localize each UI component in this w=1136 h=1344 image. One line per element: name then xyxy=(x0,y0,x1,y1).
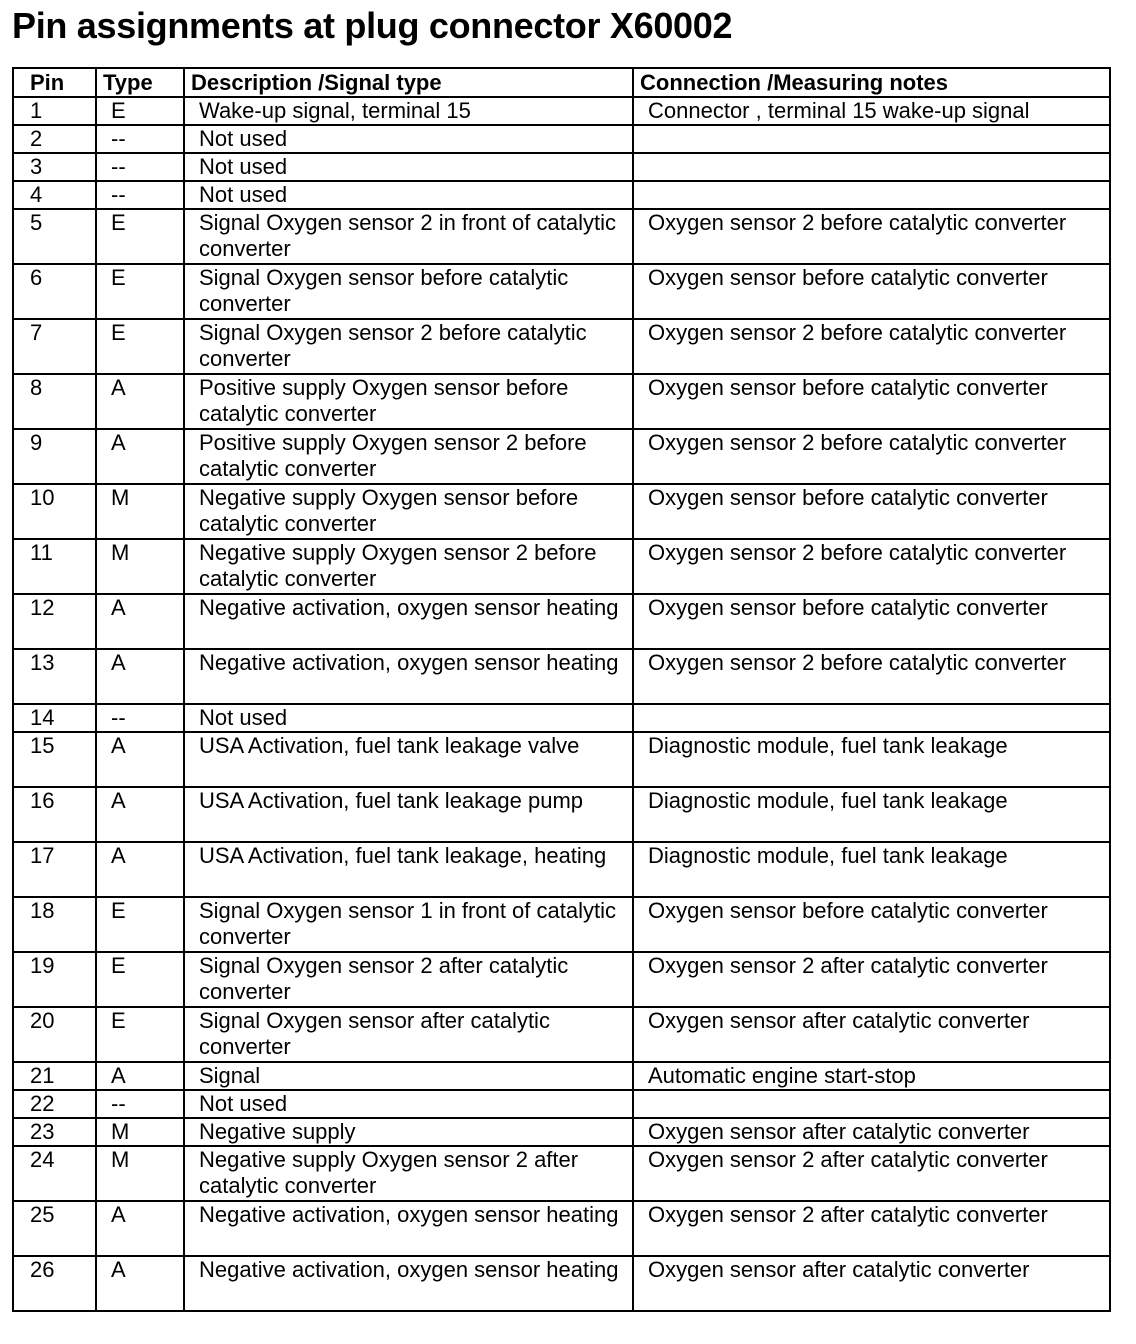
description-cell: Positive supply Oxygen sensor before catalytic converter xyxy=(184,374,633,429)
connection-cell: Oxygen sensor after catalytic converter xyxy=(633,1256,1110,1311)
pin-cell: 9 xyxy=(13,429,96,484)
pin-cell: 17 xyxy=(13,842,96,897)
description-cell: Not used xyxy=(184,125,633,153)
table-row xyxy=(13,209,1110,264)
connection-cell: Diagnostic module, fuel tank leakage xyxy=(633,732,1110,787)
connection-cell: Automatic engine start-stop xyxy=(633,1062,1110,1090)
connection-cell: Oxygen sensor 2 after catalytic converter xyxy=(633,1201,1110,1256)
type-cell: M xyxy=(96,1118,184,1146)
connection-cell xyxy=(633,1090,1110,1118)
table-row xyxy=(13,1118,1110,1146)
pin-cell: 20 xyxy=(13,1007,96,1062)
pin-cell: 21 xyxy=(13,1062,96,1090)
pin-cell: 6 xyxy=(13,264,96,319)
description-cell: Not used xyxy=(184,1090,633,1118)
description-cell: USA Activation, fuel tank leakage valve xyxy=(184,732,633,787)
description-cell: Not used xyxy=(184,181,633,209)
connection-cell xyxy=(633,181,1110,209)
table-row xyxy=(13,952,1110,1007)
description-cell: USA Activation, fuel tank leakage, heating xyxy=(184,842,633,897)
column-header-connection: Connection /Measuring notes xyxy=(633,68,1110,97)
description-cell: Negative supply Oxygen sensor 2 before catalytic converter xyxy=(184,539,633,594)
pin-cell: 2 xyxy=(13,125,96,153)
pin-cell: 22 xyxy=(13,1090,96,1118)
pin-cell: 4 xyxy=(13,181,96,209)
connection-cell: Oxygen sensor before catalytic converter xyxy=(633,594,1110,649)
connection-cell: Connector , terminal 15 wake-up signal xyxy=(633,97,1110,125)
table-row xyxy=(13,264,1110,319)
pin-cell: 10 xyxy=(13,484,96,539)
column-header-pin: Pin xyxy=(13,68,96,97)
type-cell: A xyxy=(96,594,184,649)
table-row xyxy=(13,153,1110,181)
table-row xyxy=(13,787,1110,842)
pin-cell: 5 xyxy=(13,209,96,264)
connection-cell: Diagnostic module, fuel tank leakage xyxy=(633,842,1110,897)
description-cell: Negative supply xyxy=(184,1118,633,1146)
description-cell: Negative activation, oxygen sensor heating xyxy=(184,594,633,649)
description-cell: Signal Oxygen sensor 1 in front of catalytic converter xyxy=(184,897,633,952)
type-cell: -- xyxy=(96,181,184,209)
table-row xyxy=(13,594,1110,649)
type-cell: A xyxy=(96,842,184,897)
type-cell: -- xyxy=(96,125,184,153)
pin-cell: 24 xyxy=(13,1146,96,1201)
table-row xyxy=(13,1007,1110,1062)
description-cell: USA Activation, fuel tank leakage pump xyxy=(184,787,633,842)
type-cell: A xyxy=(96,787,184,842)
table-row xyxy=(13,484,1110,539)
type-cell: E xyxy=(96,97,184,125)
pin-cell: 25 xyxy=(13,1201,96,1256)
description-cell: Signal Oxygen sensor 2 before catalytic converter xyxy=(184,319,633,374)
connection-cell xyxy=(633,704,1110,732)
type-cell: E xyxy=(96,1007,184,1062)
description-cell: Signal Oxygen sensor 2 after catalytic converter xyxy=(184,952,633,1007)
connection-cell: Oxygen sensor 2 before catalytic converter xyxy=(633,209,1110,264)
type-cell: M xyxy=(96,539,184,594)
type-cell: A xyxy=(96,1201,184,1256)
connection-cell xyxy=(633,153,1110,181)
description-cell: Negative activation, oxygen sensor heating xyxy=(184,649,633,704)
description-cell: Not used xyxy=(184,704,633,732)
pin-cell: 11 xyxy=(13,539,96,594)
description-cell: Not used xyxy=(184,153,633,181)
description-cell: Signal Oxygen sensor before catalytic converter xyxy=(184,264,633,319)
connection-cell: Oxygen sensor before catalytic converter xyxy=(633,484,1110,539)
table-row xyxy=(13,1090,1110,1118)
table-row xyxy=(13,429,1110,484)
pin-cell: 1 xyxy=(13,97,96,125)
type-cell: E xyxy=(96,952,184,1007)
connection-cell: Oxygen sensor 2 before catalytic converter xyxy=(633,539,1110,594)
table-row xyxy=(13,374,1110,429)
pin-cell: 19 xyxy=(13,952,96,1007)
type-cell: M xyxy=(96,484,184,539)
pin-cell: 14 xyxy=(13,704,96,732)
table-row xyxy=(13,319,1110,374)
type-cell: A xyxy=(96,1256,184,1311)
table-row xyxy=(13,704,1110,732)
type-cell: E xyxy=(96,897,184,952)
column-header-description: Description /Signal type xyxy=(184,68,633,97)
connection-cell: Oxygen sensor 2 before catalytic converter xyxy=(633,319,1110,374)
description-cell: Wake-up signal, terminal 15 xyxy=(184,97,633,125)
type-cell: A xyxy=(96,374,184,429)
description-cell: Signal Oxygen sensor 2 in front of catalytic converter xyxy=(184,209,633,264)
table-row xyxy=(13,539,1110,594)
table-row xyxy=(13,732,1110,787)
table-row xyxy=(13,842,1110,897)
pin-cell: 3 xyxy=(13,153,96,181)
type-cell: E xyxy=(96,209,184,264)
connection-cell: Oxygen sensor 2 after catalytic converter xyxy=(633,1146,1110,1201)
type-cell: A xyxy=(96,649,184,704)
connection-cell: Oxygen sensor after catalytic converter xyxy=(633,1118,1110,1146)
pin-cell: 18 xyxy=(13,897,96,952)
table-row xyxy=(13,649,1110,704)
connection-cell xyxy=(633,125,1110,153)
connection-cell: Oxygen sensor after catalytic converter xyxy=(633,1007,1110,1062)
table-row xyxy=(13,1146,1110,1201)
type-cell: -- xyxy=(96,153,184,181)
pin-cell: 8 xyxy=(13,374,96,429)
type-cell: M xyxy=(96,1146,184,1201)
description-cell: Signal xyxy=(184,1062,633,1090)
table-row xyxy=(13,97,1110,125)
pin-cell: 13 xyxy=(13,649,96,704)
pin-cell: 15 xyxy=(13,732,96,787)
table-row xyxy=(13,125,1110,153)
table-row xyxy=(13,897,1110,952)
table-row xyxy=(13,1256,1110,1311)
column-header-type: Type xyxy=(96,68,184,97)
description-cell: Positive supply Oxygen sensor 2 before catalytic converter xyxy=(184,429,633,484)
page-title: Pin assignments at plug connector X60002 xyxy=(12,5,733,46)
pin-cell: 7 xyxy=(13,319,96,374)
connection-cell: Oxygen sensor before catalytic converter xyxy=(633,897,1110,952)
type-cell: A xyxy=(96,429,184,484)
description-cell: Negative supply Oxygen sensor before catalytic converter xyxy=(184,484,633,539)
description-cell: Negative activation, oxygen sensor heating xyxy=(184,1256,633,1311)
type-cell: A xyxy=(96,732,184,787)
type-cell: -- xyxy=(96,1090,184,1118)
connection-cell: Diagnostic module, fuel tank leakage xyxy=(633,787,1110,842)
type-cell: E xyxy=(96,264,184,319)
connection-cell: Oxygen sensor 2 after catalytic converter xyxy=(633,952,1110,1007)
type-cell: -- xyxy=(96,704,184,732)
table-header-row xyxy=(13,68,1110,97)
type-cell: A xyxy=(96,1062,184,1090)
table-row xyxy=(13,1062,1110,1090)
pin-cell: 12 xyxy=(13,594,96,649)
description-cell: Negative activation, oxygen sensor heating xyxy=(184,1201,633,1256)
pin-cell: 16 xyxy=(13,787,96,842)
table-row xyxy=(13,1201,1110,1256)
pin-cell: 26 xyxy=(13,1256,96,1311)
type-cell: E xyxy=(96,319,184,374)
description-cell: Negative supply Oxygen sensor 2 after catalytic converter xyxy=(184,1146,633,1201)
connection-cell: Oxygen sensor before catalytic converter xyxy=(633,264,1110,319)
table-row xyxy=(13,181,1110,209)
connection-cell: Oxygen sensor before catalytic converter xyxy=(633,374,1110,429)
pin-cell: 23 xyxy=(13,1118,96,1146)
connection-cell: Oxygen sensor 2 before catalytic converter xyxy=(633,429,1110,484)
table-body xyxy=(13,97,1110,1311)
pin-assignment-table xyxy=(12,67,1111,1312)
connection-cell: Oxygen sensor 2 before catalytic converter xyxy=(633,649,1110,704)
description-cell: Signal Oxygen sensor after catalytic converter xyxy=(184,1007,633,1062)
